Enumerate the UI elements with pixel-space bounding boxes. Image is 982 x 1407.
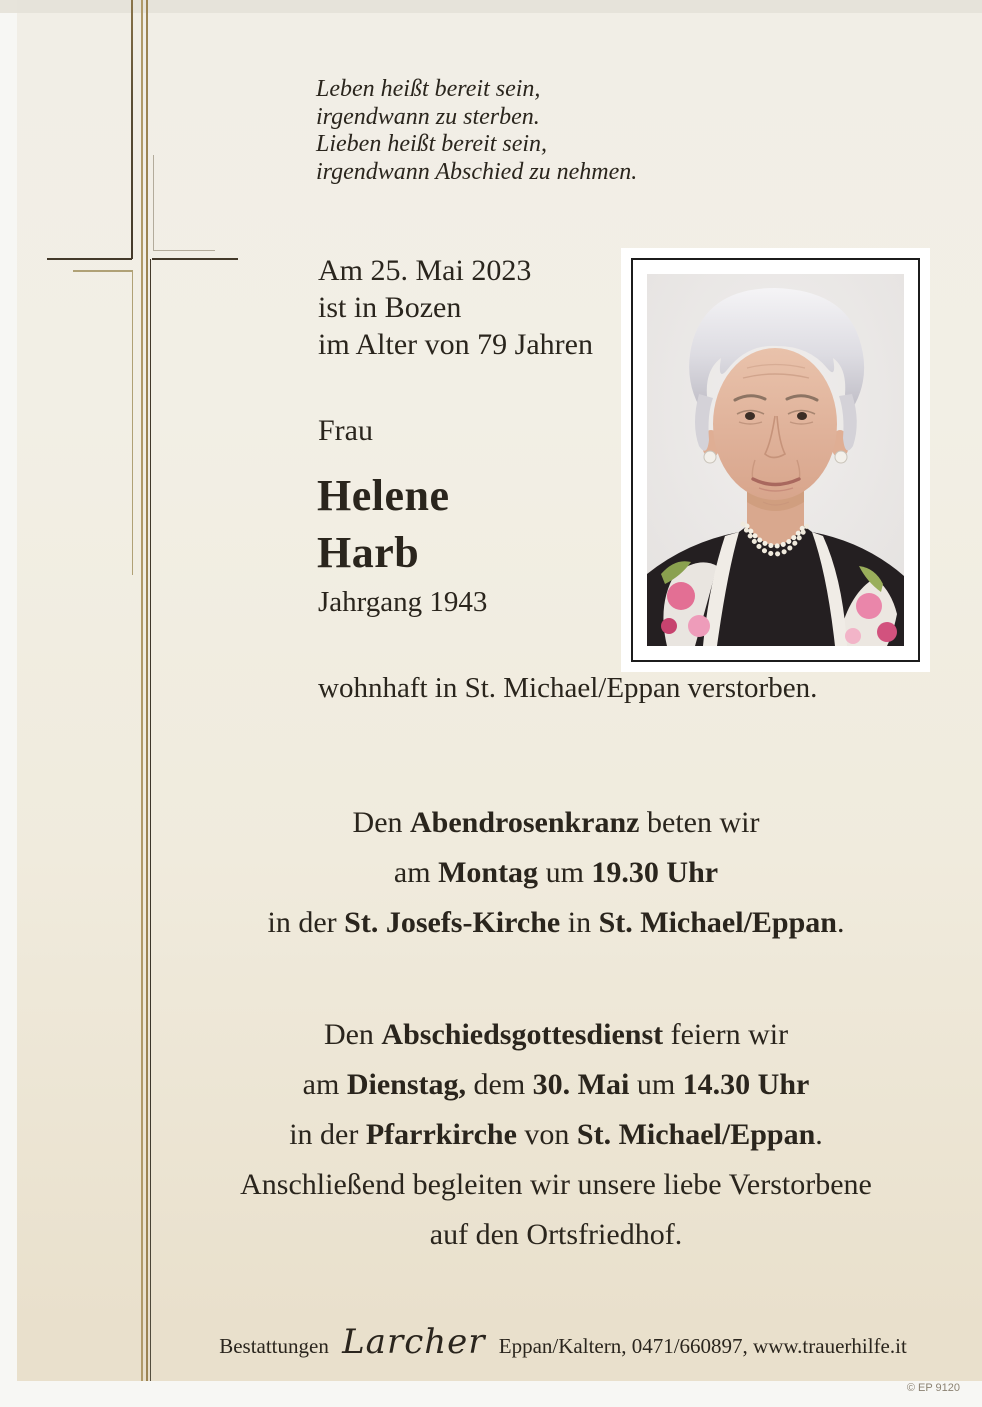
- cross-corner-light-horizontal: [153, 250, 215, 252]
- quote-line: Leben heißt bereit sein,: [316, 76, 541, 102]
- service-line: am Montag um 19.30 Uhr: [393, 856, 719, 889]
- cross-corner-tan-horizontal: [73, 270, 133, 272]
- first-name: Helene: [317, 471, 450, 520]
- scan-bottom-edge: [0, 1381, 982, 1407]
- funeral-home-prefix: Bestattungen: [219, 1334, 329, 1358]
- last-name: Harb: [317, 528, 420, 577]
- portrait-photo-image: [647, 274, 904, 646]
- service-line: auf den Ortsfriedhof.: [429, 1218, 683, 1251]
- portrait-photo: [631, 258, 920, 662]
- quote-line: irgendwann Abschied zu nehmen.: [316, 158, 638, 185]
- service-line: in der Pfarrkirche von St. Michael/Eppan.: [289, 1118, 823, 1151]
- service-line: in der St. Josefs-Kirche in St. Michael/Eppan.: [267, 906, 845, 939]
- death-age-line: im Alter von 79 Jahren: [318, 328, 593, 361]
- cross-corner-light-vertical: [153, 155, 155, 250]
- death-info: [318, 252, 593, 363]
- cross-corner-tan-vertical: [132, 270, 134, 575]
- rosary-service-announcement: [130, 798, 982, 948]
- print-code: © EP 9120: [906, 1382, 960, 1394]
- cross-arm-dark-left: [47, 258, 132, 260]
- funeral-home-brand: Larcher: [342, 1322, 486, 1362]
- funeral-home-footer: [144, 1322, 982, 1362]
- quote-line: Lieben heißt bereit sein,: [316, 131, 548, 157]
- cross-arm-dark-right: [152, 258, 238, 260]
- service-line: Den Abschiedsgottesdienst feiern wir: [323, 1018, 789, 1051]
- deceased-name: [317, 467, 450, 581]
- quote-line: irgendwann zu sterben.: [316, 103, 540, 130]
- residence-line: wohnhaft in St. Michael/Eppan verstorben.: [318, 672, 818, 704]
- farewell-service-announcement: [130, 1010, 982, 1260]
- birth-year: Jahrgang 1943: [318, 586, 488, 618]
- death-place-line: ist in Bozen: [318, 291, 462, 324]
- service-line: Den Abendrosenkranz beten wir: [352, 806, 760, 839]
- funeral-home-contact: Eppan/Kaltern, 0471/660897, www.trauerhilfe.it: [498, 1334, 907, 1358]
- opening-quote: [316, 76, 637, 186]
- cross-vertical-dark-upper: [131, 0, 133, 259]
- service-line: Anschließend begleiten wir unsere liebe Verstorbene: [240, 1168, 872, 1201]
- service-line: am Dienstag, dem 30. Mai um 14.30 Uhr: [302, 1068, 810, 1101]
- salutation: Frau: [318, 414, 373, 447]
- portrait-photo-frame: [621, 248, 930, 672]
- death-date-line: Am 25. Mai 2023: [318, 254, 532, 287]
